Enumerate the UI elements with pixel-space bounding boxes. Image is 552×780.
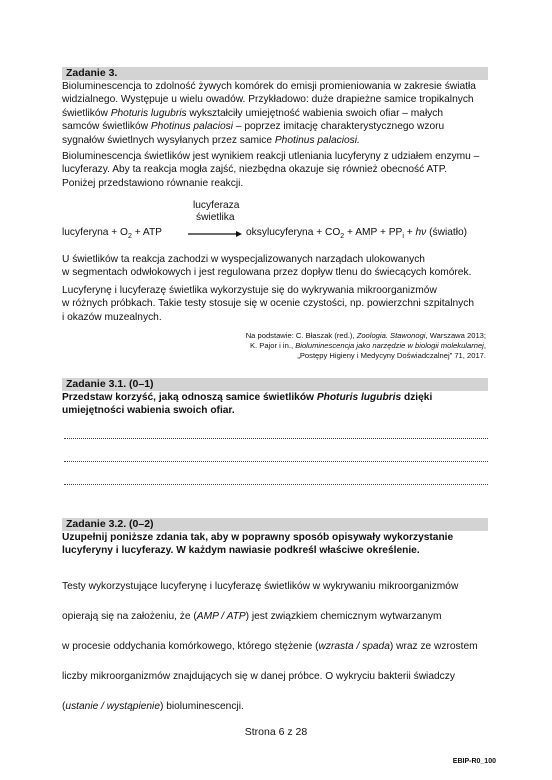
source-line: „Postępy Higieny i Medycyny Doświadczalnej” 71, 2017. [297, 351, 486, 360]
para4-line: Lucyferynę i lucyferazę świetlika wykorzystuje się do wykrywania mikroorganizmów [62, 285, 437, 296]
para4-line: w różnych próbkach. Takie testy stosuje się w ocenie czystości, np. powierzchni szpitalnych [62, 298, 475, 310]
intro-line: świetlików Photuris lugubris wykształciły umiejętność wabienia swoich ofiar – małych [62, 107, 444, 119]
reaction-arrow [188, 230, 242, 238]
task3-para4 [62, 284, 488, 324]
instruction-line: lucyferyny i lucyferazy. W każdym nawiasie podkreśl właściwe określenie. [62, 545, 420, 557]
task3-para2 [62, 150, 488, 190]
intro-line: widzialnego. Występuje u wielu owadów. Przykładowo: duże drapieżne samice tropikalnych [62, 94, 474, 106]
source-citation [62, 331, 486, 361]
para2-line: lucyferazy. Aby ta reakcja mogła zajść, niezbędna okazuje się również obecność ATP. [62, 164, 448, 176]
para3-line: w segmentach odwłokowych i jest regulowana przez dopływ tlenu do świecących komórek. [62, 267, 472, 279]
question-line: umiejętności wabienia swoich ofiar. [62, 405, 235, 417]
para3-line: U świetlików ta reakcja zachodzi w wyspecjalizowanych narządach ulokowanych [62, 254, 425, 265]
answer-line[interactable] [64, 459, 488, 462]
task32-body [62, 572, 488, 722]
task31-heading: Zadanie 3.1. (0–1) [62, 378, 488, 391]
fill-line: Testy wykorzystujące lucyferynę i lucyferazę świetlików w wykrywaniu mikroorganizmów [62, 581, 459, 592]
task3-heading: Zadanie 3. [62, 67, 488, 80]
task3-para3 [62, 253, 488, 280]
task32-instruction [62, 531, 488, 558]
equation-left: lucyferyna + $O_2$ + ATP [62, 227, 162, 241]
answer-line[interactable] [64, 482, 488, 485]
fill-line: opierają się na założeniu, że (AMP / ATP) jest związkiem chemicznym wytwarzanym [62, 611, 442, 622]
source-line: Na podstawie: C. Błaszak (red.), Zoologia. Stawonogi, Warszawa 2013; [245, 331, 486, 340]
equation-right: oksylucyferyna + $CO_2$ + AMP + $PP_i + h\nu$ (światło) [246, 227, 468, 241]
reaction-equation [62, 200, 488, 244]
fill-line: liczby mikroorganizmów znajdujących się w danej próbce. O wykryciu bakterii świadczy [62, 671, 455, 682]
intro-line: samców świetlików Photinus palaciosi – poprzez imitację charakterystycznego wzoru [62, 121, 445, 133]
answer-line[interactable] [64, 436, 488, 439]
fill-line: w procesie oddychania komórkowego, którego stężenie (wzrasta / spada) wraz ze wzrostem [62, 641, 478, 652]
para2-line: Poniżej przedstawiono równanie reakcji. [62, 177, 244, 189]
enzyme-bottom: świetlika [196, 212, 235, 223]
exam-code: EBIP-R0_100 [452, 758, 496, 765]
para2-line: Bioluminescencja świetlików jest wynikiem reakcji utleniania lucyferyny z udziałem enzymu – [62, 151, 480, 162]
source-line: K. Pajor i in., Bioluminescencja jako narzędzie w biologii molekularnej, [250, 341, 486, 350]
intro-line: Bioluminescencja to zdolność żywych komórek do emisji promieniowania w zakresie światła [62, 81, 476, 92]
page-number: Strona 6 z 28 [244, 726, 308, 738]
enzyme-top: lucyferaza [193, 200, 240, 211]
instruction-line: Uzupełnij poniższe zdania tak, aby w poprawny sposób opisywały wykorzystanie [62, 532, 454, 543]
question-line: Przedstaw korzyść, jaką odnoszą samice świetlików Photuris lugubris dzięki [62, 392, 433, 403]
intro-line: sygnałów świetlnych wysyłanych przez samice Photinus palaciosi. [62, 134, 360, 146]
para4-line: i okazów muzealnych. [62, 311, 162, 323]
task32-heading: Zadanie 3.2. (0–2) [62, 518, 488, 531]
task3-intro [62, 80, 488, 147]
fill-line: (ustanie / wystąpienie) bioluminescencji. [62, 701, 244, 712]
task31-question [62, 391, 488, 418]
